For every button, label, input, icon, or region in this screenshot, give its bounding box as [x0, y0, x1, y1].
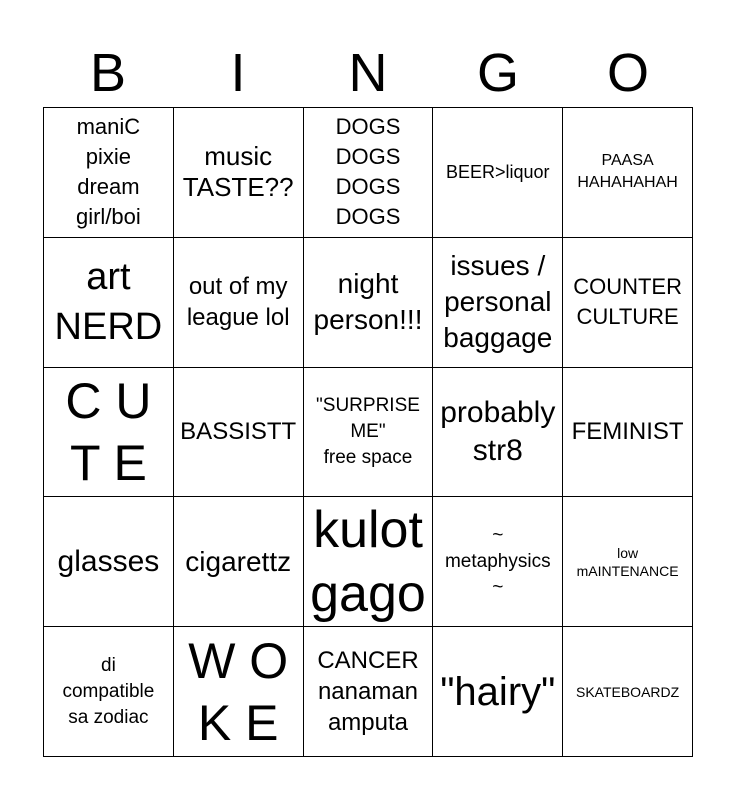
cell-text: cigarettz [185, 545, 292, 577]
cell-text: SKATEBOARDZ [575, 683, 680, 700]
cell-text: "hairy" [440, 669, 556, 714]
bingo-cell[interactable] [304, 238, 434, 368]
bingo-cell[interactable] [44, 108, 174, 238]
cell-text: CANCER nanaman amputa [317, 647, 419, 737]
cell-text: issues / personal baggage [443, 250, 553, 354]
bingo-cell[interactable] [433, 368, 563, 498]
cell-text: PAASA HAHAHAHAH [577, 152, 678, 192]
cell-text: art NERD [54, 256, 163, 349]
bingo-cell[interactable] [563, 368, 693, 498]
bingo-cell[interactable] [174, 108, 304, 238]
cell-text: W O K E [188, 632, 289, 751]
cell-text: night person!!! [313, 268, 423, 336]
cell-text: C U T E [65, 372, 152, 491]
bingo-header [43, 40, 693, 106]
bingo-cell[interactable] [433, 627, 563, 757]
bingo-cell[interactable] [174, 238, 304, 368]
cell-text: low mAINTENANCE [576, 544, 679, 579]
cell-text: DOGS DOGS DOGS DOGS [335, 114, 401, 230]
bingo-cell[interactable] [174, 627, 304, 757]
bingo-cell[interactable] [44, 368, 174, 498]
header-letter-b: B [89, 43, 127, 103]
header-letter-o: O [606, 43, 649, 103]
bingo-cell[interactable] [433, 238, 563, 368]
header-letter-g: G [476, 43, 519, 103]
cell-text: "SURPRISE ME" free space [316, 394, 420, 468]
bingo-cell[interactable] [304, 497, 434, 627]
bingo-cell[interactable] [563, 497, 693, 627]
cell-text: FEMINIST [571, 418, 684, 446]
bingo-cell[interactable] [563, 108, 693, 238]
bingo-cell[interactable] [304, 627, 434, 757]
bingo-cell[interactable] [433, 497, 563, 627]
cell-text: COUNTER CULTURE [573, 274, 682, 330]
bingo-cell[interactable] [44, 497, 174, 627]
bingo-grid [43, 107, 693, 757]
bingo-cell free-space[interactable] [304, 368, 434, 498]
cell-text: BEER>liquor [446, 162, 550, 183]
header-letter-i: I [230, 43, 246, 103]
cell-text: out of my league lol [186, 273, 290, 332]
cell-text: music TASTE?? [182, 141, 294, 203]
cell-text: maniC pixie dream girl/boi [75, 114, 141, 230]
bingo-cell[interactable] [174, 368, 304, 498]
cell-text: BASSISTT [180, 418, 297, 446]
bingo-cell[interactable] [563, 238, 693, 368]
cell-text: ~ metaphysics ~ [444, 524, 551, 598]
cell-text: probably str8 [440, 395, 556, 467]
bingo-cell[interactable] [563, 627, 693, 757]
bingo-cell[interactable] [304, 108, 434, 238]
bingo-cell[interactable] [174, 497, 304, 627]
bingo-cell[interactable] [433, 108, 563, 238]
cell-text: glasses [57, 544, 160, 578]
cell-text: di compatible sa zodiac [62, 654, 155, 728]
header-letter-n: N [348, 43, 388, 103]
cell-text: kulot gago [310, 500, 426, 623]
bingo-cell[interactable] [44, 627, 174, 757]
bingo-cell[interactable] [44, 238, 174, 368]
